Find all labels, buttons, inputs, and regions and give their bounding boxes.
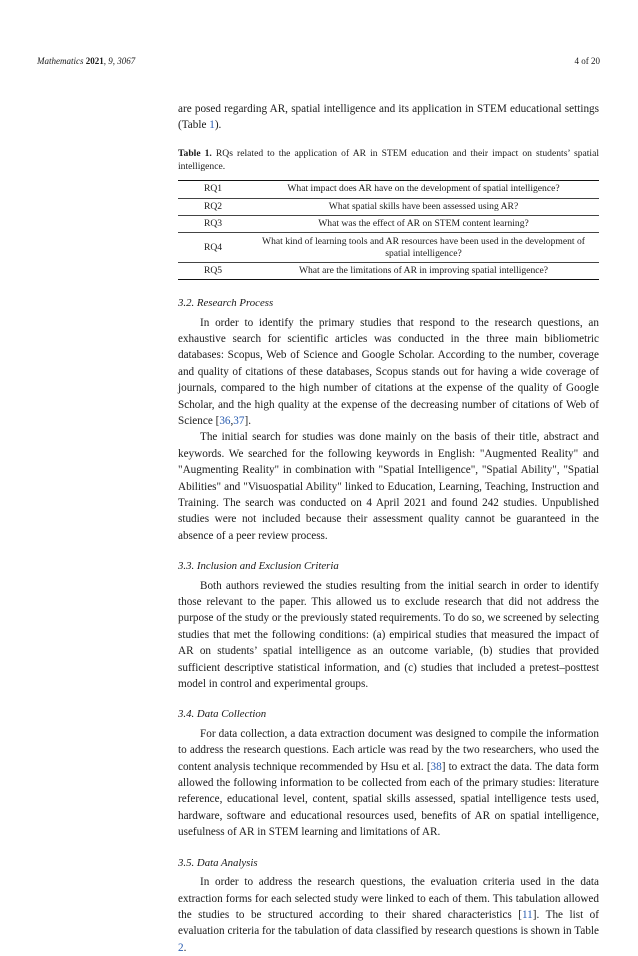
rq-question-cell: What kind of learning tools and AR resources have been used in the development of spatial intelligence? bbox=[262, 235, 585, 259]
body-column bbox=[178, 101, 599, 956]
citation-38-link[interactable]: 38 bbox=[430, 760, 442, 773]
rq-id-cell: RQ1 bbox=[203, 183, 223, 195]
data-analysis-paragraph: In order to address the research questions, the evaluation criteria used in the data extraction forms for each selected study were linked to each of them. This tabulation allowed the studies to be structured according to their shared characteristics [11]. The list of evaluation criteria for the tabulation of data classified by research questions is shown in Table 2. bbox=[178, 876, 600, 954]
rq-question-cell: What was the effect of AR on STEM content learning? bbox=[318, 218, 529, 230]
table-row bbox=[178, 262, 599, 279]
journal-year: 2021 bbox=[85, 56, 104, 66]
running-header bbox=[37, 56, 600, 70]
data-collection-paragraph: For data collection, a data extraction document was designed to compile the information to address the research questions. Each article was read by the two researchers, who used the content analysis technique recommended by Hsu et al. [38] to extract the data. The data form allowed the following information to be collected from each of the primary studies: literature reference, educational level, content, spatial skills assessed, spatial intelligence tests used, hardware, software and educational resources used, benefits of AR on spatial intelligence, usefulness of AR in STEM learning and limitations of AR. bbox=[178, 727, 599, 839]
rq-id-cell: RQ2 bbox=[203, 200, 223, 212]
rq-id-cell: RQ3 bbox=[203, 218, 223, 230]
intro-paragraph: are posed regarding AR, spatial intelligence and its application in STEM educational settings (Table 1). bbox=[178, 103, 599, 132]
rq-id-cell: RQ4 bbox=[203, 241, 223, 253]
table-1-link[interactable]: 1 bbox=[209, 119, 215, 132]
rq-table bbox=[178, 180, 599, 280]
section-heading-3-4: 3.4. Data Collection bbox=[178, 708, 267, 721]
citation-36-link[interactable]: 36 bbox=[219, 414, 231, 427]
citation-11-link[interactable]: 11 bbox=[522, 908, 533, 921]
section-heading-3-2: 3.2. Research Process bbox=[178, 297, 274, 310]
rq-id-cell: RQ5 bbox=[203, 264, 223, 276]
table-1-caption: Table 1. RQs related to the application of AR in STEM education and their impact on students’ spatial intelligence. bbox=[178, 147, 600, 173]
section-heading-3-5: 3.5. Data Analysis bbox=[178, 856, 258, 869]
table-row bbox=[178, 198, 599, 215]
table-row bbox=[178, 215, 599, 232]
table-2-link[interactable]: 2 bbox=[178, 941, 184, 954]
citation-37-link[interactable]: 37 bbox=[233, 414, 245, 427]
inclusion-paragraph: Both authors reviewed the studies resulting from the initial search in order to identify those relevant to the paper. This allowed us to exclude research that did not address the purpose of the study or the previously stated requirements. To do so, we screened by selecting studies that met the following conditions: (a) empirical studies that measured the impact of AR on students’ spatial intelligence as an outcome variable, (b) studies that provided sufficient descriptive statistical information, and (c) studies that included a pretest–posttest model in control and experimental groups. bbox=[178, 579, 599, 691]
table-row bbox=[178, 233, 599, 262]
section-heading-3-3: 3.3. Inclusion and Exclusion Criteria bbox=[178, 560, 339, 573]
journal-name: Mathematics bbox=[37, 56, 84, 66]
research-process-paragraph-2: The initial search for studies was done mainly on the basis of their title, abstract and keywords. We searched for the following keywords in English: "Augmented Reality" and "Augmenting Reality" in combination with "Spatial Intelligence", "Spatial Ability", "Spatial Abilities" and "Visuospatial Ability" linked to Education, Learning, Teaching, Instruction and Training. The search was conducted on 4 April 2021 and found 242 studies. Unpublished studies were not included because their assessment quality cannot be guaranteed in the absence of a peer review process. bbox=[178, 431, 599, 542]
research-process-paragraph-1: In order to identify the primary studies that respond to the research questions, an exhaustive search for scientific articles was conducted in the three main bibliometric databases: Scopus, Web of Science and Google Scholar. According to the number, coverage and quality of citations of these databases, Scopus stands out for having a wide coverage of journals, compared to the high number of citations at the expense of the quality of Google Scholar, and the high quality at the expense of the decreasing number of citations of Web of Science [36,37]. bbox=[178, 316, 599, 427]
rq-question-cell: What spatial skills have been assessed using AR? bbox=[328, 200, 519, 212]
journal-volume: , 9, 3067 bbox=[103, 56, 136, 66]
page-number: 4 of 20 bbox=[574, 56, 600, 66]
journal-citation bbox=[37, 56, 135, 66]
rq-question-cell: What are the limitations of AR in improving spatial intelligence? bbox=[298, 264, 549, 276]
table-row bbox=[178, 181, 599, 198]
rq-question-cell: What impact does AR have on the development of spatial intelligence? bbox=[287, 183, 560, 195]
